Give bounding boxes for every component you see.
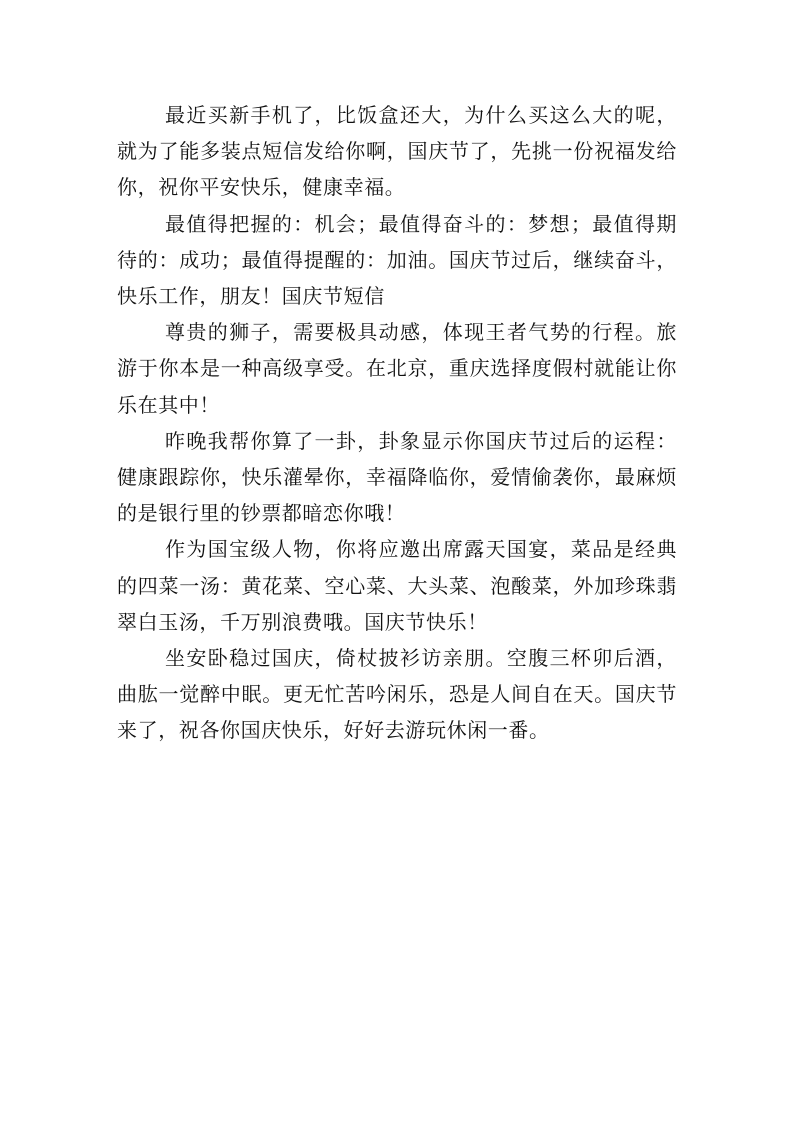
paragraph-state-banquet: 作为国宝级人物，你将应邀出席露天国宴，菜品是经典的四菜一汤：黄花菜、空心菜、大头菜、泡酸菜，外加珍珠翡翠白玉汤，千万别浪费哦。国庆节快乐！ xyxy=(117,537,677,634)
paragraph-fortune-telling: 昨晚我帮你算了一卦，卦象显示你国庆节过后的运程：健康跟踪你，快乐灌晕你，幸福降临你，爱情偷袭你，最麻烦的是银行里的钞票都暗恋你哦！ xyxy=(117,428,677,526)
document-body xyxy=(117,97,677,749)
paragraph-national-day-poem: 坐安卧稳过国庆，倚杖披衫访亲朋。空腹三杯卯后酒，曲肱一觉醉中眠。更无忙苦吟闲乐，恐是人间自在天。国庆节来了，祝各你国庆快乐，好好去游玩休闲一番。 xyxy=(117,646,677,743)
paragraph-noble-lion: 尊贵的狮子，需要极具动感，体现王者气势的行程。旅游于你本是一种高级享受。在北京，重庆选择度假村就能让你乐在其中！ xyxy=(117,320,677,417)
paragraph-new-phone: 最近买新手机了，比饭盒还大，为什么买这么大的呢，就为了能多装点短信发给你啊，国庆节了，先挑一份祝福发给你，祝你平安快乐，健康幸福。 xyxy=(117,103,677,200)
paragraph-worth-grasping: 最值得把握的：机会；最值得奋斗的：梦想；最值得期待的：成功；最值得提醒的：加油。国庆节过后，继续奋斗，快乐工作，朋友！国庆节短信 xyxy=(117,211,677,309)
